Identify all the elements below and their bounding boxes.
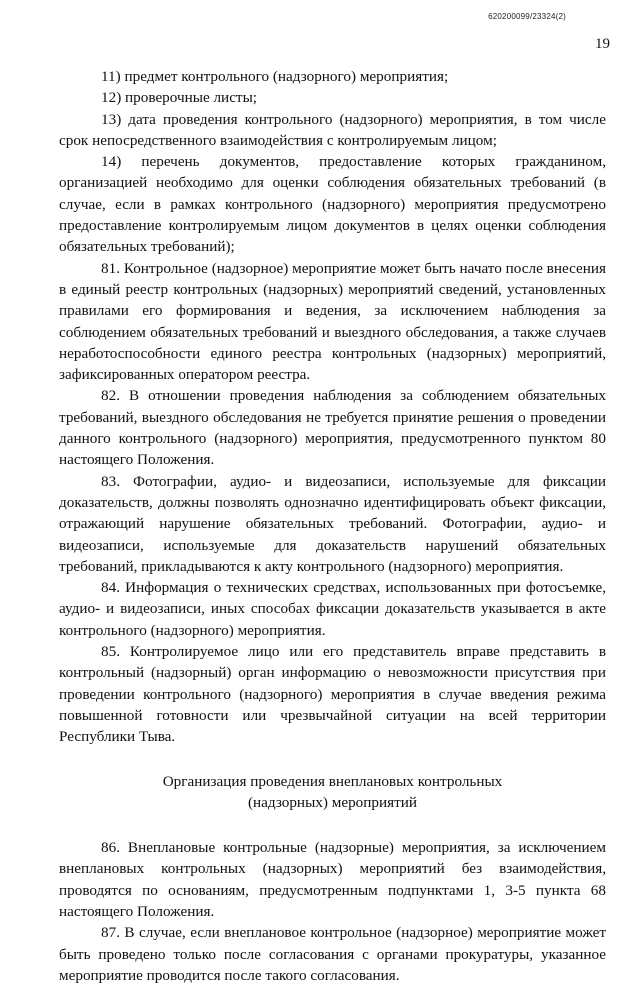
document-code: 620200099/23324(2) [488, 12, 566, 21]
paragraph: 85. Контролируемое лицо или его представитель вправе представить в контрольный (надзорный) орган информацию о невозможности присутствия при проведении контрольного (надзорного) мероприятия в случае введения режима повышенной готовности или чрезвычайной ситуации на всей территории Республики Тыва. [59, 643, 606, 746]
section-heading-line: (надзорных) мероприятий [248, 793, 417, 811]
paragraph: 14) перечень документов, предоставление которых гражданином, организацией необходимо для оценки соблюдения обязательных требований (в случае, если в рамках контрольного (надзорного) мероприятия предусмотрено предоставление контролируемым лицом документов в целях оценки соблюдения обязательных требований); [59, 153, 606, 256]
paragraph: 84. Информация о технических средствах, использованных при фотосъемке, аудио- и видеозаписи, иных способах фиксации доказательств указывается в акте контрольного (надзорного) мероприятия. [59, 579, 606, 639]
paragraph: 82. В отношении проведения наблюдения за соблюдением обязательных требований, выездного обследования не требуется принятие решения о проведении данного контрольного (надзорного) мероприятия, предусмотренного пунктом 80 настоящего Положения. [59, 387, 606, 469]
paragraph: 81. Контрольное (надзорное) мероприятие может быть начато после внесения в единый реестр контрольных (надзорных) мероприятий сведений, установленных правилами его формирования и ведения, за исключением наблюдения за соблюдением обязательных требований и выездного обследования, а также случаев неработоспособности единого реестра контрольных (надзорных) мероприятий, зафиксированных оператором реестра. [59, 259, 606, 384]
page-number: 19 [595, 36, 610, 52]
paragraph: 13) дата проведения контрольного (надзорного) мероприятия, в том числе срок непосредственного взаимодействия с контролируемым лицом; [59, 110, 606, 149]
paragraph: 87. В случае, если внеплановое контрольное (надзорное) мероприятие может быть проведено только после согласования с органами прокуратуры, указанное мероприятие проводится после такого согласования. [59, 924, 606, 984]
section-heading-line: Организация проведения внеплановых контрольных [162, 772, 503, 790]
paragraph: 12) проверочные листы; [101, 89, 257, 107]
paragraph: 86. Внеплановые контрольные (надзорные) мероприятия, за исключением внеплановых контрольных (надзорных) мероприятий без взаимодействия, проводятся по основаниям, предусмотренным подпунктами 1, 3-5 пункта 68 настоящего Положения. [59, 839, 606, 920]
section-heading [59, 771, 606, 814]
paragraph: 83. Фотографии, аудио- и видеозаписи, используемые для фиксации доказательств, должны позволять однозначно идентифицировать объект фиксации, отражающий нарушение обязательных требований. Фотографии, аудио- и видеозаписи, используемые для доказательств нарушений обязательных требований, прикладываются к акту контрольного (надзорного) мероприятия. [59, 472, 606, 575]
document-body [59, 66, 606, 986]
paragraph: 11) предмет контрольного (надзорного) мероприятия; [101, 68, 449, 85]
